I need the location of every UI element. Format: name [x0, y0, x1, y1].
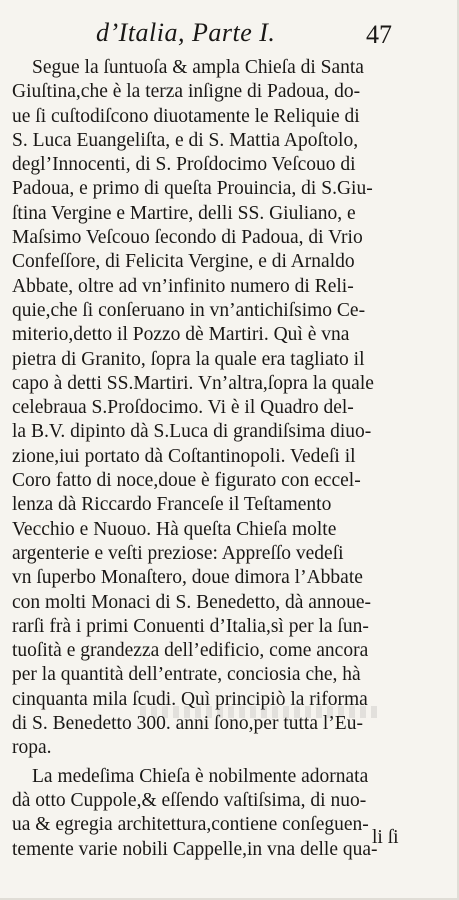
text-line: la B.V. dipinto dà S.Luca di grandiſsima diuo-: [12, 421, 372, 443]
catchword: li ſi: [372, 827, 399, 848]
text-line: cinquanta mila ſcudi. Quì principiò la riforma: [12, 688, 368, 710]
text-line: per la quantità dell’entrate, conciosia che, hà: [12, 664, 361, 686]
text-line: ua & egregia architettura,contiene conſeguen-: [12, 814, 369, 836]
text-line: degl’Innocenti, di S. Proſdocimo Veſcouo di: [12, 154, 356, 176]
text-line: Abbate, oltre ad vn’infinito numero di Reli-: [12, 275, 354, 297]
text-line: pietra di Granito, ſopra la quale era tagliato il: [12, 348, 365, 370]
text-line: dà otto Cuppole,& eſſendo vaſtiſsima, di nuo-: [12, 789, 367, 811]
running-title: d’Italia, Parte I.: [96, 18, 276, 47]
page-number: 47: [366, 20, 392, 49]
text-line: Segue la ſuntuoſa & ampla Chieſa di Santa: [32, 57, 364, 78]
text-line: vn ſuperbo Monaſtero, doue dimora l’Abbate: [12, 567, 363, 589]
text-line: Coro fatto di noce,doue è figurato con eccel-: [12, 470, 361, 492]
text-line: capo à detti SS.Martiri. Vn’altra,ſopra la quale: [12, 372, 374, 394]
text-line: Vecchio e Nuouo. Hà queſta Chieſa molte: [12, 518, 337, 540]
body-text: [12, 56, 402, 862]
text-line: rarſi frà i primi Conuenti d’Italia,sì per la ſun-: [12, 615, 369, 637]
paragraph-1: [12, 56, 402, 761]
text-line: lenza dà Riccardo Franceſe il Teſtamento: [12, 494, 332, 516]
text-line: di S. Benedetto 300. anni ſono,per tutta l’Eu-: [12, 713, 363, 735]
text-line: miterio,detto il Pozzo dè Martiri. Quì è vna: [12, 324, 350, 346]
paragraph-2: [12, 765, 402, 862]
text-line: argenterie e veſti preziose: Appreſſo vedeſi: [12, 542, 344, 564]
text-line: Padoua, e primo di queſta Prouincia, di S.Giu-: [12, 178, 373, 200]
text-line: celebraua S.Proſdocimo. Vi è il Quadro del-: [12, 397, 354, 419]
text-line: zione,iui portato dà Coſtantinopoli. Vedeſi il: [12, 445, 356, 467]
text-line: Maſsimo Veſcouo ſecondo di Padoua, di Vrio: [12, 227, 363, 249]
text-line: La medeſima Chieſa è nobilmente adornata: [32, 765, 369, 787]
text-line: ſtina Vergine e Martire, delli SS. Giuliano, e: [12, 202, 356, 224]
text-line: temente varie nobili Cappelle,in vna delle qua-: [12, 838, 378, 860]
text-line: Confeſſore, di Felicita Vergine, e di Arnaldo: [12, 251, 355, 273]
text-line: con molti Monaci di S. Benedetto, dà annoue-: [12, 591, 372, 613]
text-line: quie,che ſi conſeruano in vn’antichiſsimo Ce-: [12, 299, 366, 321]
text-line: tuoſità e grandezza dell’edificio, come ancora: [12, 640, 369, 662]
text-line: S. Luca Euangeliſta, e di S. Mattia Apoſtolo,: [12, 129, 359, 151]
text-line: ue ſi cuſtodiſcono diuotamente le Reliquie di: [12, 105, 360, 127]
text-line: Giuſtina,che è la terza inſigne di Padoua, do-: [12, 81, 361, 103]
text-line: ropa.: [12, 737, 52, 759]
